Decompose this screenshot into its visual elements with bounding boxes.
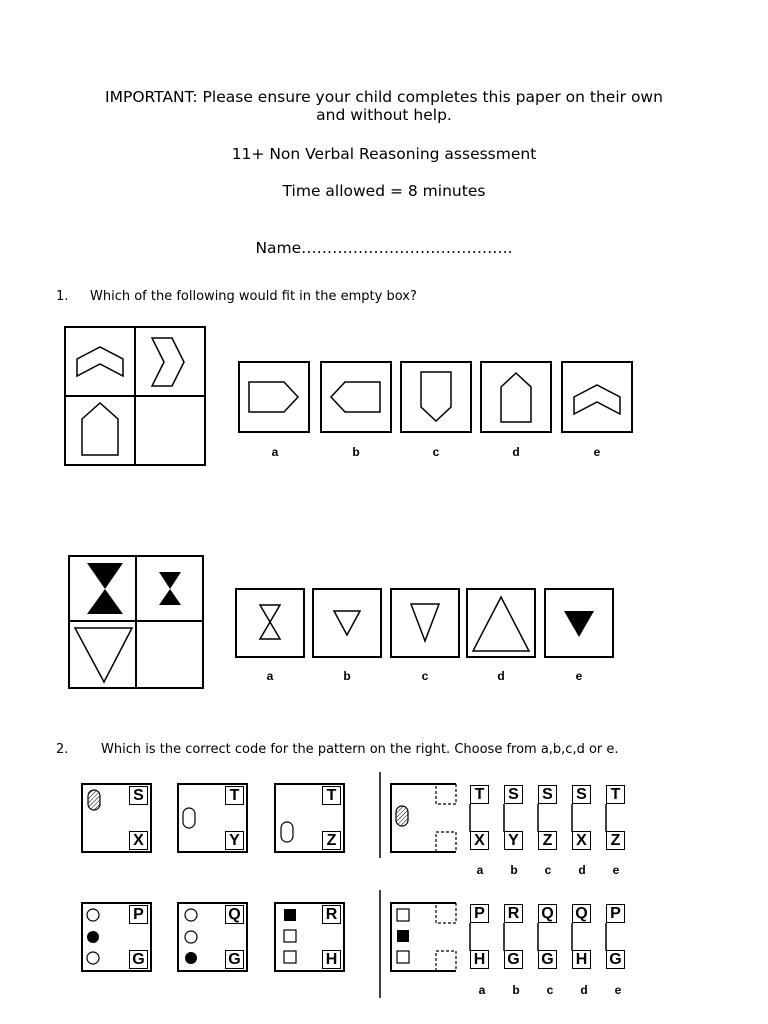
q2-s1-option-label-c[interactable]: c <box>544 863 552 877</box>
time-allowed: Time allowed = 8 minutes <box>282 182 486 200</box>
oval-outline-shape <box>281 822 293 842</box>
answer-code-bottom[interactable]: Z <box>606 831 625 850</box>
square-outline <box>397 909 409 921</box>
q2-s1-option-label-b[interactable]: b <box>510 863 518 877</box>
answer-code-bottom[interactable]: G <box>538 950 557 969</box>
q1-a-grid <box>65 327 205 465</box>
answer-code-top[interactable]: S <box>572 785 591 804</box>
square-outline <box>284 930 296 942</box>
code-letter: H <box>322 950 341 969</box>
option-b-pentagon-left <box>331 382 380 412</box>
circle-black <box>87 931 99 943</box>
chevron-up-shape <box>77 347 123 376</box>
q1-number: 1. <box>56 289 69 304</box>
q2-s2-option-label-d[interactable]: d <box>580 983 588 997</box>
q1-a-option-label-a[interactable]: a <box>271 445 279 459</box>
q1-b-grid <box>69 556 203 688</box>
q2-s2-option-label-b[interactable]: b <box>512 983 520 997</box>
code-letter: X <box>129 831 148 850</box>
option-a-hourglass-outline <box>260 605 280 639</box>
q2-s2-option-label-a[interactable]: a <box>478 983 486 997</box>
answer-code-bottom[interactable]: X <box>470 831 489 850</box>
q2-s1-option-label-d[interactable]: d <box>578 863 586 877</box>
square-black <box>397 930 409 942</box>
square-black <box>284 909 296 921</box>
answer-code-top[interactable]: S <box>504 785 523 804</box>
answer-code-top[interactable]: S <box>538 785 557 804</box>
q2-s1-option-label-e[interactable]: e <box>612 863 620 877</box>
q1-b-option-label-a[interactable]: a <box>266 669 274 683</box>
name-field[interactable]: Name………………………………….. <box>255 239 513 257</box>
square-outline <box>397 951 409 963</box>
q1-a-option-label-d[interactable]: d <box>512 445 520 459</box>
code-letter: Y <box>225 831 244 850</box>
option-c-shield-down <box>421 372 451 421</box>
circle-outline <box>87 952 99 964</box>
hatched-oval-shape <box>396 806 408 826</box>
q2-s2-option-label-e[interactable]: e <box>614 983 622 997</box>
answer-code-top[interactable]: T <box>606 785 625 804</box>
house-shape <box>82 403 118 455</box>
q1-a-option-label-b[interactable]: b <box>352 445 360 459</box>
code-letter: G <box>129 950 148 969</box>
code-letter: P <box>129 905 148 924</box>
q1-b-option-label-d[interactable]: d <box>497 669 505 683</box>
circle-outline <box>185 909 197 921</box>
oval-outline-shape <box>183 808 195 828</box>
code-letter: T <box>322 786 341 805</box>
answer-code-bottom[interactable]: G <box>504 950 523 969</box>
code-letter: Z <box>322 831 341 850</box>
option-e-triangle-down-black <box>564 611 594 637</box>
option-d-triangle-up-large <box>473 597 529 651</box>
code-letter: T <box>225 786 244 805</box>
q1-b-option-label-c[interactable]: c <box>421 669 429 683</box>
answer-code-top[interactable]: P <box>606 904 625 923</box>
answer-code-top[interactable]: T <box>470 785 489 804</box>
circle-outline <box>185 931 197 943</box>
circle-black <box>185 952 197 964</box>
option-d-house-up <box>501 373 531 422</box>
square-outline <box>284 951 296 963</box>
option-e-chevron-up <box>574 385 620 414</box>
q1-a-option-label-e[interactable]: e <box>593 445 601 459</box>
answer-code-bottom[interactable]: H <box>470 950 489 969</box>
option-a-pentagon-right <box>249 382 298 412</box>
answer-code-bottom[interactable]: Y <box>504 831 523 850</box>
hatched-oval-shape <box>88 790 100 810</box>
answer-code-top[interactable]: R <box>504 904 523 923</box>
option-b-triangle-down-small <box>334 611 360 635</box>
answer-code-bottom[interactable]: H <box>572 950 591 969</box>
important-note-line1: IMPORTANT: Please ensure your child completes this paper on their own <box>105 88 663 106</box>
q2-number: 2. <box>56 742 69 757</box>
q2-text: Which is the correct code for the pattern on the right. Choose from a,b,c,d or e. <box>101 742 619 757</box>
q1-a-option-label-c[interactable]: c <box>432 445 440 459</box>
option-c-triangle-down-tall <box>411 604 439 641</box>
q2-s1-option-label-a[interactable]: a <box>476 863 484 877</box>
answer-code-bottom[interactable]: Z <box>538 831 557 850</box>
circle-outline <box>87 909 99 921</box>
q1-b-option-label-e[interactable]: e <box>575 669 583 683</box>
chevron-right-shape <box>152 338 184 386</box>
important-note-line2: and without help. <box>316 106 452 124</box>
answer-code-bottom[interactable]: G <box>606 950 625 969</box>
code-letter: G <box>225 950 244 969</box>
q1-text: Which of the following would fit in the empty box? <box>90 289 417 304</box>
q1-b-option-label-b[interactable]: b <box>343 669 351 683</box>
code-letter: Q <box>225 905 244 924</box>
triangle-down-outline <box>75 628 132 682</box>
q1-b-options <box>236 589 613 657</box>
answer-code-bottom[interactable]: X <box>572 831 591 850</box>
answer-code-top[interactable]: Q <box>572 904 591 923</box>
code-letter: S <box>129 786 148 805</box>
code-letter: R <box>322 905 341 924</box>
hourglass-small-black <box>159 572 181 605</box>
answer-code-top[interactable]: Q <box>538 904 557 923</box>
assessment-title: 11+ Non Verbal Reasoning assessment <box>231 145 537 163</box>
hourglass-large-black <box>87 563 123 614</box>
answer-code-top[interactable]: P <box>470 904 489 923</box>
q2-s2-option-label-c[interactable]: c <box>546 983 554 997</box>
